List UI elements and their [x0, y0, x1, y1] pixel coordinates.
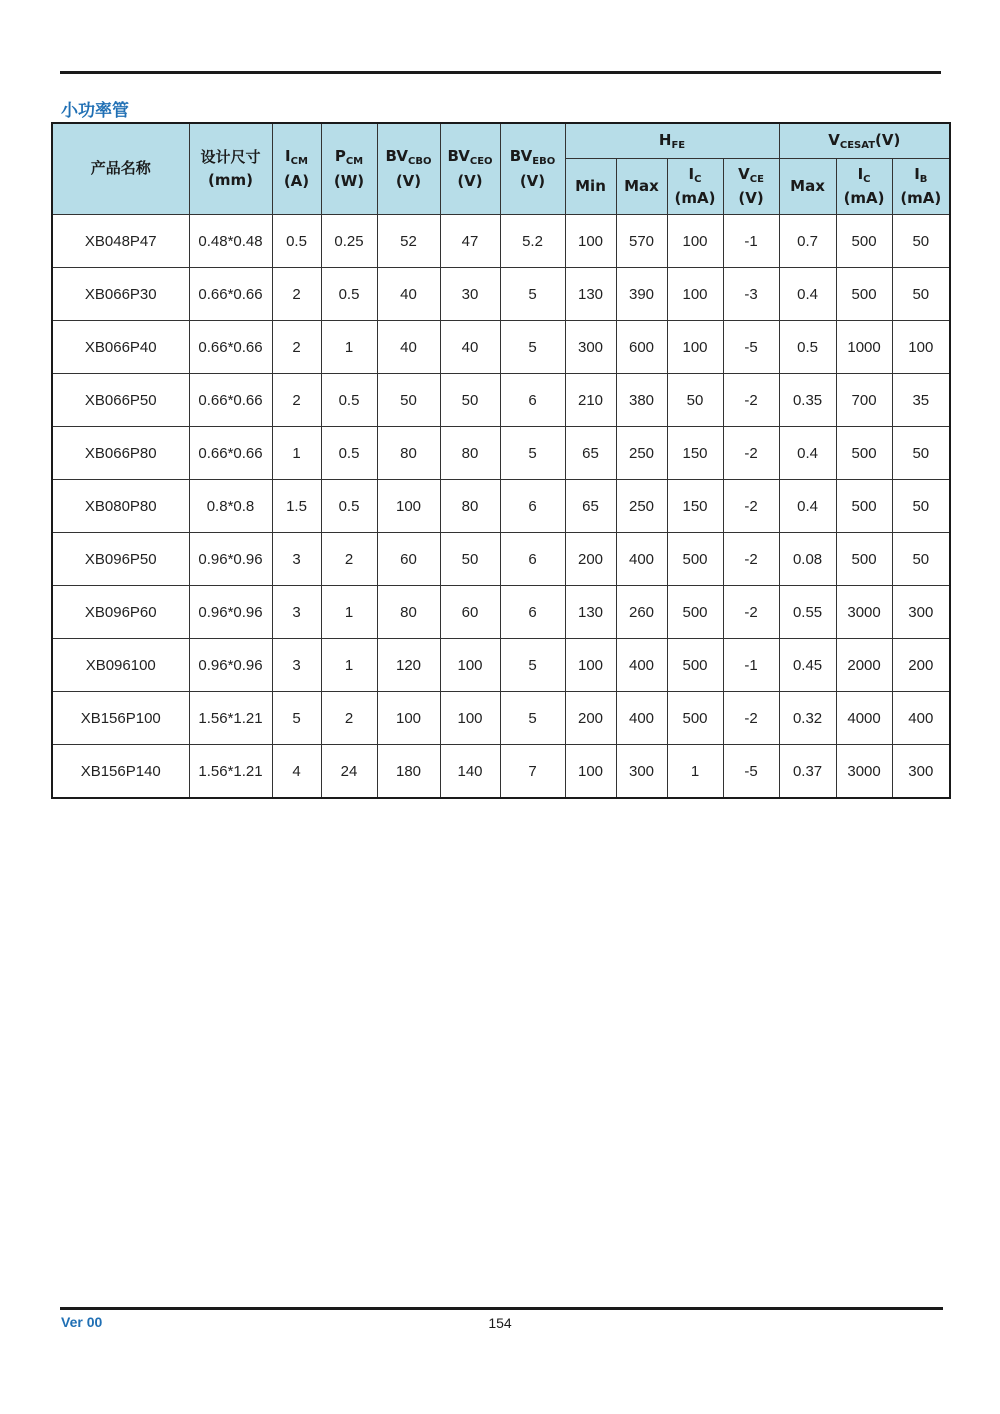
header-icm [272, 123, 321, 215]
section-title: 小功率管 [61, 101, 129, 121]
cell-product-name: XB048P47 [52, 215, 189, 268]
header-vcesat-sub: CESAT [839, 139, 876, 151]
header-bvebo-unit: (V) [519, 171, 546, 190]
header-vcesat-ib-sub: B [919, 173, 928, 185]
cell-vcesat-ic: 500 [836, 268, 892, 321]
cell-vcesat-ib: 200 [892, 639, 950, 692]
cell-vcesat-max: 0.4 [779, 427, 836, 480]
cell-hfe-vce: -2 [723, 692, 779, 745]
cell-hfe-min: 210 [565, 374, 616, 427]
cell-bvebo: 5 [500, 639, 565, 692]
cell-bvcbo: 80 [377, 586, 440, 639]
cell-bvceo: 60 [440, 586, 500, 639]
bottom-divider [60, 1307, 943, 1310]
cell-pcm: 0.5 [321, 374, 377, 427]
header-vcesat-ib [892, 159, 950, 215]
cell-bvebo: 5 [500, 427, 565, 480]
top-divider [60, 71, 941, 74]
cell-bvebo: 5 [500, 321, 565, 374]
header-hfe-main: H [658, 130, 672, 149]
cell-vcesat-ib: 300 [892, 586, 950, 639]
cell-bvebo: 7 [500, 745, 565, 799]
cell-pcm: 1 [321, 586, 377, 639]
cell-vcesat-ib: 100 [892, 321, 950, 374]
cell-bvceo: 140 [440, 745, 500, 799]
header-bvceo-unit: (V) [457, 171, 483, 190]
cell-bvceo: 30 [440, 268, 500, 321]
cell-pcm: 1 [321, 321, 377, 374]
header-product-name: 产品名称 [52, 123, 189, 215]
cell-pcm: 0.5 [321, 268, 377, 321]
cell-design-size: 0.96*0.96 [189, 533, 272, 586]
cell-bvceo: 80 [440, 427, 500, 480]
header-design-size [189, 123, 272, 215]
header-hfe-ic-main: I [688, 164, 695, 183]
cell-pcm: 2 [321, 533, 377, 586]
cell-vcesat-ib: 50 [892, 215, 950, 268]
header-bvebo [500, 123, 565, 215]
cell-product-name: XB156P140 [52, 745, 189, 799]
cell-vcesat-ib: 50 [892, 533, 950, 586]
cell-pcm: 1 [321, 639, 377, 692]
header-pcm-unit: (W) [333, 171, 365, 190]
cell-bvceo: 100 [440, 692, 500, 745]
cell-vcesat-ib: 35 [892, 374, 950, 427]
cell-hfe-vce: -5 [723, 745, 779, 799]
cell-hfe-max: 250 [616, 427, 667, 480]
cell-icm: 1.5 [272, 480, 321, 533]
header-vcesat-suffix: (V) [875, 130, 901, 149]
cell-vcesat-max: 0.08 [779, 533, 836, 586]
cell-vcesat-ib: 300 [892, 745, 950, 799]
cell-bvcbo: 52 [377, 215, 440, 268]
cell-hfe-max: 380 [616, 374, 667, 427]
cell-icm: 1 [272, 427, 321, 480]
cell-hfe-min: 100 [565, 745, 616, 799]
cell-vcesat-ib: 50 [892, 268, 950, 321]
header-bvceo [440, 123, 500, 215]
cell-pcm: 0.25 [321, 215, 377, 268]
cell-design-size: 0.96*0.96 [189, 639, 272, 692]
cell-design-size: 0.8*0.8 [189, 480, 272, 533]
header-hfe-vce [723, 159, 779, 215]
cell-hfe-ic: 150 [667, 427, 723, 480]
cell-design-size: 0.48*0.48 [189, 215, 272, 268]
cell-bvcbo: 100 [377, 480, 440, 533]
cell-bvceo: 40 [440, 321, 500, 374]
cell-hfe-vce: -2 [723, 427, 779, 480]
cell-hfe-min: 65 [565, 427, 616, 480]
cell-vcesat-max: 0.4 [779, 480, 836, 533]
cell-hfe-max: 390 [616, 268, 667, 321]
cell-hfe-max: 260 [616, 586, 667, 639]
header-hfe-vce-unit: (V) [738, 189, 764, 208]
cell-vcesat-max: 0.5 [779, 321, 836, 374]
table-row [52, 374, 950, 427]
cell-product-name: XB066P50 [52, 374, 189, 427]
cell-hfe-max: 300 [616, 745, 667, 799]
cell-hfe-ic: 500 [667, 692, 723, 745]
table-body [52, 215, 950, 799]
cell-bvcbo: 40 [377, 268, 440, 321]
cell-bvcbo: 80 [377, 427, 440, 480]
cell-bvebo: 6 [500, 374, 565, 427]
cell-hfe-ic: 1 [667, 745, 723, 799]
header-bvcbo-sub: CBO [407, 156, 432, 168]
page-number: 154 [488, 1315, 512, 1331]
header-icm-unit: (A) [283, 171, 310, 190]
cell-vcesat-max: 0.7 [779, 215, 836, 268]
cell-pcm: 0.5 [321, 427, 377, 480]
header-bvcbo-unit: (V) [395, 171, 422, 190]
cell-hfe-ic: 100 [667, 321, 723, 374]
cell-design-size: 1.56*1.21 [189, 692, 272, 745]
cell-bvceo: 50 [440, 374, 500, 427]
cell-vcesat-ib: 50 [892, 427, 950, 480]
cell-bvcbo: 120 [377, 639, 440, 692]
cell-product-name: XB066P80 [52, 427, 189, 480]
header-bvceo-sub: CEO [469, 156, 493, 168]
cell-product-name: XB156P100 [52, 692, 189, 745]
header-bvcbo [377, 123, 440, 215]
cell-pcm: 2 [321, 692, 377, 745]
header-bvcbo-main: BV [385, 147, 408, 166]
cell-product-name: XB096P60 [52, 586, 189, 639]
cell-hfe-ic: 100 [667, 268, 723, 321]
cell-vcesat-max: 0.32 [779, 692, 836, 745]
cell-pcm: 24 [321, 745, 377, 799]
cell-icm: 5 [272, 692, 321, 745]
cell-product-name: XB096P50 [52, 533, 189, 586]
cell-vcesat-ic: 2000 [836, 639, 892, 692]
header-pcm-sub: CM [345, 156, 364, 168]
cell-vcesat-ic: 700 [836, 374, 892, 427]
header-bvebo-sub: EBO [532, 156, 556, 168]
cell-vcesat-ic: 3000 [836, 745, 892, 799]
cell-vcesat-ic: 1000 [836, 321, 892, 374]
cell-hfe-min: 100 [565, 215, 616, 268]
cell-hfe-min: 300 [565, 321, 616, 374]
cell-hfe-vce: -1 [723, 639, 779, 692]
cell-bvcbo: 180 [377, 745, 440, 799]
cell-hfe-min: 130 [565, 586, 616, 639]
cell-icm: 2 [272, 268, 321, 321]
header-hfe-ic-unit: (mA) [674, 189, 716, 208]
header-bvebo-main: BV [509, 147, 533, 166]
cell-vcesat-ib: 400 [892, 692, 950, 745]
table-row [52, 427, 950, 480]
cell-hfe-ic: 50 [667, 374, 723, 427]
cell-pcm: 0.5 [321, 480, 377, 533]
cell-hfe-vce: -2 [723, 480, 779, 533]
cell-product-name: XB080P80 [52, 480, 189, 533]
cell-hfe-ic: 500 [667, 639, 723, 692]
cell-hfe-min: 200 [565, 533, 616, 586]
cell-hfe-max: 570 [616, 215, 667, 268]
cell-design-size: 0.66*0.66 [189, 268, 272, 321]
cell-hfe-max: 400 [616, 639, 667, 692]
cell-hfe-max: 400 [616, 692, 667, 745]
header-vcesat-ic-sub: C [863, 173, 871, 185]
header-pcm [321, 123, 377, 215]
cell-bvebo: 5 [500, 692, 565, 745]
header-hfe-sub: FE [671, 139, 686, 151]
cell-product-name: XB096100 [52, 639, 189, 692]
cell-bvceo: 100 [440, 639, 500, 692]
cell-bvcbo: 100 [377, 692, 440, 745]
cell-vcesat-ic: 500 [836, 215, 892, 268]
table-row [52, 268, 950, 321]
cell-vcesat-max: 0.45 [779, 639, 836, 692]
table-row [52, 745, 950, 799]
cell-icm: 3 [272, 586, 321, 639]
cell-design-size: 0.66*0.66 [189, 321, 272, 374]
cell-vcesat-ic: 4000 [836, 692, 892, 745]
cell-icm: 2 [272, 374, 321, 427]
cell-bvcbo: 50 [377, 374, 440, 427]
header-hfe-ic [667, 159, 723, 215]
cell-bvceo: 47 [440, 215, 500, 268]
header-hfe-vce-sub: CE [749, 173, 764, 185]
table-row [52, 480, 950, 533]
cell-hfe-min: 200 [565, 692, 616, 745]
cell-hfe-min: 65 [565, 480, 616, 533]
cell-bvebo: 6 [500, 586, 565, 639]
header-hfe-vce-main: V [738, 164, 750, 183]
header-vcesat-group [779, 123, 950, 159]
cell-bvceo: 80 [440, 480, 500, 533]
cell-design-size: 0.66*0.66 [189, 374, 272, 427]
cell-hfe-ic: 150 [667, 480, 723, 533]
cell-bvcbo: 60 [377, 533, 440, 586]
table-row [52, 692, 950, 745]
table-row [52, 321, 950, 374]
cell-hfe-min: 100 [565, 639, 616, 692]
cell-hfe-ic: 500 [667, 533, 723, 586]
cell-hfe-vce: -2 [723, 586, 779, 639]
cell-hfe-min: 130 [565, 268, 616, 321]
header-pcm-main: P [334, 147, 346, 166]
cell-vcesat-max: 0.4 [779, 268, 836, 321]
cell-vcesat-max: 0.37 [779, 745, 836, 799]
cell-bvcbo: 40 [377, 321, 440, 374]
header-design-size-unit: (mm) [208, 171, 253, 189]
cell-bvceo: 50 [440, 533, 500, 586]
version-label: Ver 00 [61, 1314, 103, 1330]
cell-bvebo: 6 [500, 533, 565, 586]
cell-vcesat-ic: 3000 [836, 586, 892, 639]
header-design-size-label: 设计尺寸 [200, 147, 261, 166]
header-hfe-ic-sub: C [694, 173, 702, 185]
cell-design-size: 1.56*1.21 [189, 745, 272, 799]
header-vcesat-max: Max [779, 159, 836, 215]
header-hfe-max: Max [616, 159, 667, 215]
cell-design-size: 0.96*0.96 [189, 586, 272, 639]
cell-hfe-vce: -2 [723, 533, 779, 586]
cell-vcesat-max: 0.35 [779, 374, 836, 427]
cell-icm: 4 [272, 745, 321, 799]
header-bvceo-main: BV [447, 147, 470, 166]
cell-icm: 3 [272, 639, 321, 692]
cell-vcesat-ic: 500 [836, 427, 892, 480]
cell-vcesat-max: 0.55 [779, 586, 836, 639]
header-hfe-group [565, 123, 779, 159]
table-row [52, 215, 950, 268]
cell-icm: 2 [272, 321, 321, 374]
cell-hfe-ic: 500 [667, 586, 723, 639]
cell-hfe-vce: -3 [723, 268, 779, 321]
cell-hfe-vce: -2 [723, 374, 779, 427]
cell-hfe-vce: -1 [723, 215, 779, 268]
header-vcesat-main: V [828, 130, 840, 149]
header-vcesat-ic-unit: (mA) [843, 189, 885, 208]
cell-product-name: XB066P40 [52, 321, 189, 374]
cell-hfe-max: 400 [616, 533, 667, 586]
cell-bvebo: 6 [500, 480, 565, 533]
cell-hfe-vce: -5 [723, 321, 779, 374]
transistor-spec-table [51, 122, 951, 799]
cell-icm: 0.5 [272, 215, 321, 268]
cell-design-size: 0.66*0.66 [189, 427, 272, 480]
cell-vcesat-ib: 50 [892, 480, 950, 533]
header-vcesat-ib-main: I [914, 164, 920, 183]
cell-bvebo: 5 [500, 268, 565, 321]
cell-icm: 3 [272, 533, 321, 586]
cell-product-name: XB066P30 [52, 268, 189, 321]
header-vcesat-ib-unit: (mA) [900, 189, 942, 208]
cell-bvebo: 5.2 [500, 215, 565, 268]
table-row [52, 639, 950, 692]
cell-hfe-max: 600 [616, 321, 667, 374]
header-vcesat-ic [836, 159, 892, 215]
header-hfe-min: Min [565, 159, 616, 215]
header-vcesat-ic-main: I [857, 164, 864, 183]
table-row [52, 586, 950, 639]
header-icm-sub: CM [290, 156, 308, 168]
cell-hfe-max: 250 [616, 480, 667, 533]
cell-vcesat-ic: 500 [836, 533, 892, 586]
header-icm-main: I [285, 147, 291, 166]
cell-vcesat-ic: 500 [836, 480, 892, 533]
table-row [52, 533, 950, 586]
cell-hfe-ic: 100 [667, 215, 723, 268]
